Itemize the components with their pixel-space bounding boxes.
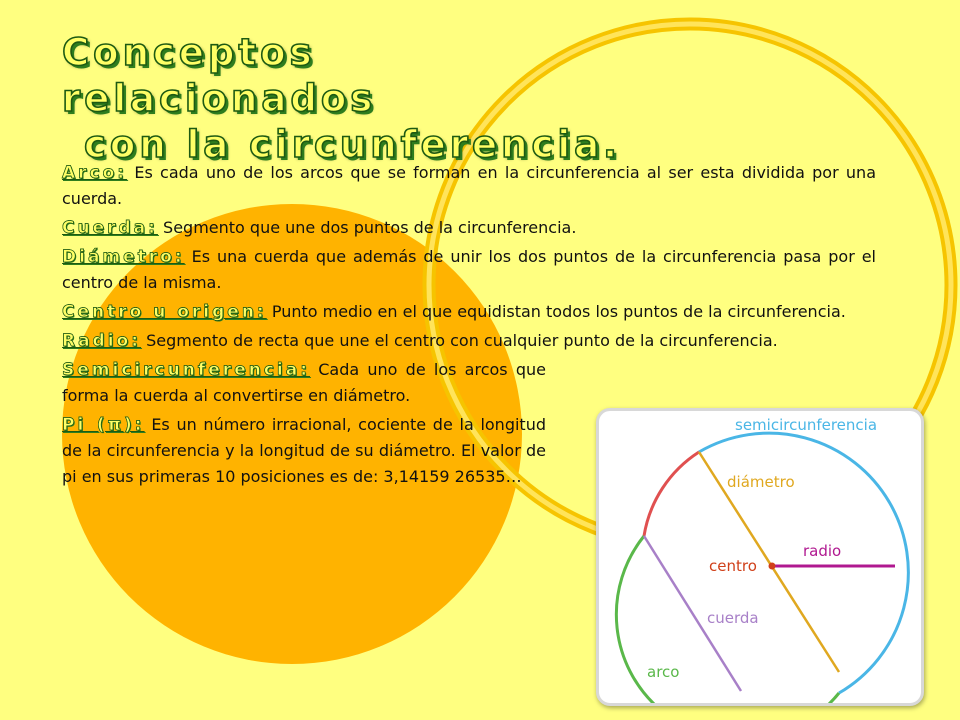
definition-radio xyxy=(62,328,876,354)
arc-red xyxy=(644,452,699,536)
term-radio: Radio: xyxy=(62,331,142,351)
label-cuerda: cuerda xyxy=(707,609,759,627)
title-line-1: Conceptos relacionados xyxy=(62,31,377,120)
definition-semicircunferencia xyxy=(62,357,546,409)
page-title xyxy=(62,30,642,168)
term-arco: Arco: xyxy=(62,163,128,183)
label-centro: centro xyxy=(709,557,757,575)
definition-diametro xyxy=(62,244,876,296)
text-diametro: Es una cuerda que además de unir los dos puntos de la circunferencia pasa por el centro de la misma. xyxy=(62,247,876,292)
text-centro: Punto medio en el que equidistan todos los puntos de la circunferencia. xyxy=(271,302,846,321)
circle-diagram-svg xyxy=(599,411,921,703)
text-semicircunferencia: Cada uno de los arcos que forma la cuerda al convertirse en diámetro. xyxy=(62,360,546,405)
text-arco: Es cada uno de los arcos que se forman en la circunferencia al ser esta dividida por una cuerda. xyxy=(62,163,876,208)
definition-centro xyxy=(62,299,876,325)
definition-pi xyxy=(62,412,546,490)
definition-arco xyxy=(62,160,876,212)
center-point xyxy=(769,563,776,570)
circle-diagram xyxy=(596,408,924,706)
label-semicircunferencia: semicircunferencia xyxy=(735,416,878,434)
definition-cuerda xyxy=(62,215,876,241)
label-diametro: diámetro xyxy=(727,473,795,491)
text-cuerda: Segmento que une dos puntos de la circunferencia. xyxy=(163,218,577,237)
label-radio: radio xyxy=(803,542,842,560)
title-line-2: con la circunferencia. xyxy=(84,123,622,166)
text-radio: Segmento de recta que une el centro con cualquier punto de la circunferencia. xyxy=(146,331,778,350)
term-centro: Centro u origen: xyxy=(62,302,267,322)
term-semicircunferencia: Semicircunferencia: xyxy=(62,360,311,380)
label-arco: arco xyxy=(647,663,680,681)
text-pi: Es un número irracional, cociente de la longitud de la circunferencia y la longitud de su diámetro. El valor de pi en sus primeras 10 posiciones es de: 3,14159 26535… xyxy=(62,415,546,486)
term-cuerda: Cuerda: xyxy=(62,218,158,238)
term-pi: Pi (π): xyxy=(62,415,145,435)
term-diametro: Diámetro: xyxy=(62,247,185,267)
